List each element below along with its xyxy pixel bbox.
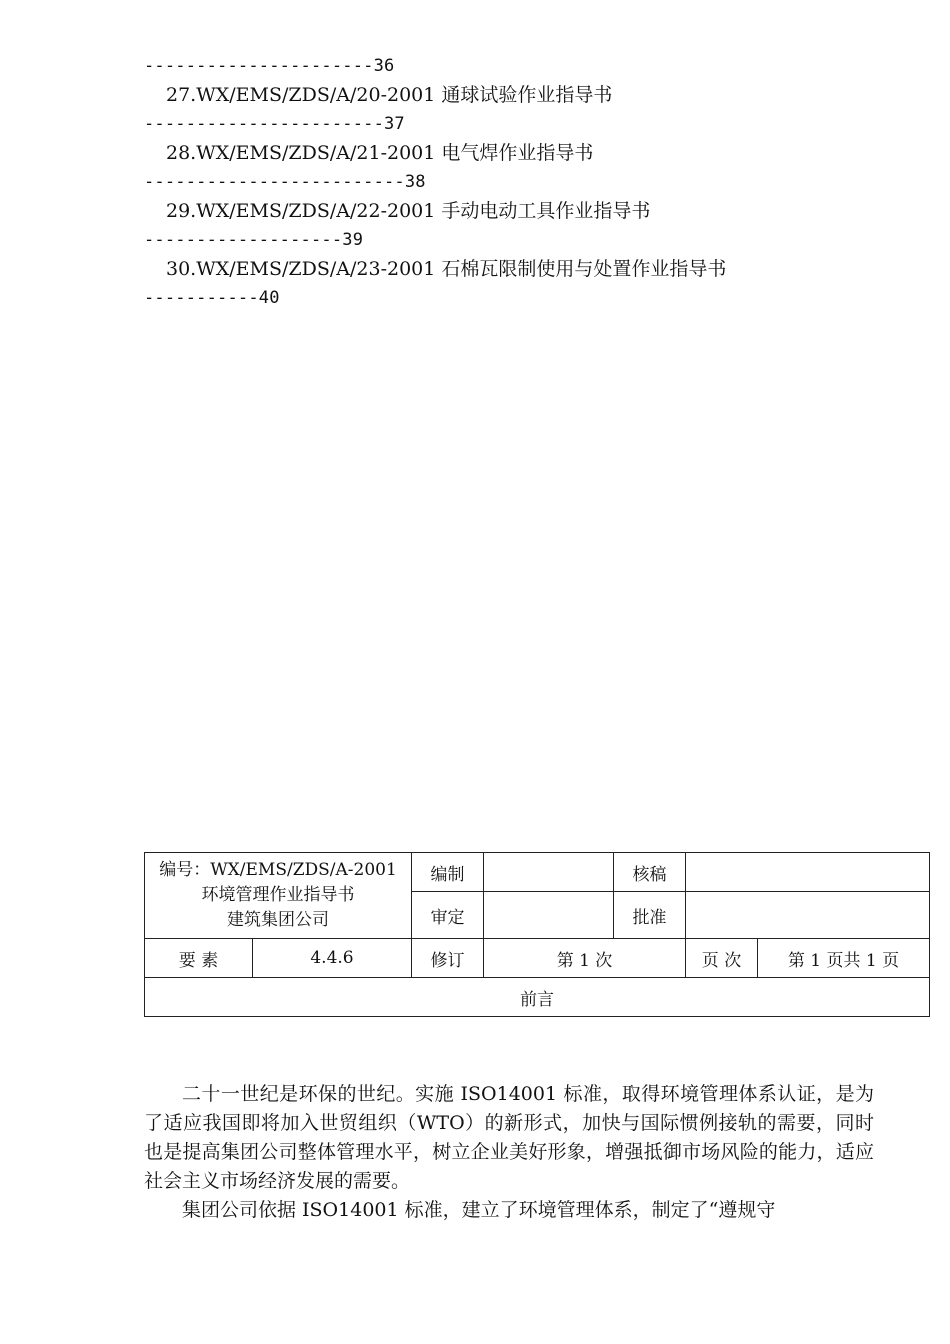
approve-value [484, 892, 614, 939]
compile-label: 编制 [412, 853, 484, 892]
toc-leader: -----------------------37 [144, 114, 405, 134]
element-value: 4.4.6 [253, 939, 412, 978]
doc-info-cell [145, 853, 412, 939]
toc-entry: 28.WX/EMS/ZDS/A/21-2001 电气焊作业指导书 [166, 142, 594, 164]
page-label: 页 次 [686, 939, 758, 978]
toc-leader: -------------------------38 [144, 172, 426, 192]
review-label: 核稿 [614, 853, 686, 892]
document-header-table [144, 852, 930, 1017]
paragraph: 二十一世纪是环保的世纪。实施 ISO14001 标准，取得环境管理体系认证，是为了适应我国即将加入世贸组织（WTO）的新形式，加快与国际惯例接轨的需要，同时也是提高集团公司整体管理水平，树立企业美好形象，增强抵御市场风险的能力，适应社会主义市场经济发展的需要。 [144, 1083, 874, 1192]
ratify-value [686, 892, 930, 939]
page-value: 第 1 页共 1 页 [758, 939, 930, 978]
approve-label: 审定 [412, 892, 484, 939]
toc-leader: -------------------39 [144, 230, 364, 250]
revision-label: 修订 [412, 939, 484, 978]
revision-value: 第 1 次 [484, 939, 686, 978]
toc-entry: 29.WX/EMS/ZDS/A/22-2001 手动电动工具作业指导书 [166, 200, 651, 222]
paragraph: 集团公司依据 ISO14001 标准，建立了环境管理体系，制定了“遵规守 [182, 1199, 776, 1221]
toc-entry: 30.WX/EMS/ZDS/A/23-2001 石棉瓦限制使用与处置作业指导书 [166, 258, 727, 280]
toc-leader: -----------40 [144, 288, 280, 308]
company-name: 建筑集团公司 [227, 910, 329, 930]
compile-value [484, 853, 614, 892]
ratify-label: 批准 [614, 892, 686, 939]
review-value [686, 853, 930, 892]
doc-number: 编号：WX/EMS/ZDS/A-2001 [159, 860, 397, 880]
doc-title: 环境管理作业指导书 [201, 885, 355, 905]
toc-leader: ----------------------36 [144, 56, 395, 76]
table-of-contents [144, 52, 884, 313]
preface-body [144, 1080, 874, 1225]
section-title: 前言 [145, 978, 930, 1017]
element-label: 要 素 [145, 939, 253, 978]
toc-entry: 27.WX/EMS/ZDS/A/20-2001 通球试验作业指导书 [166, 84, 613, 106]
